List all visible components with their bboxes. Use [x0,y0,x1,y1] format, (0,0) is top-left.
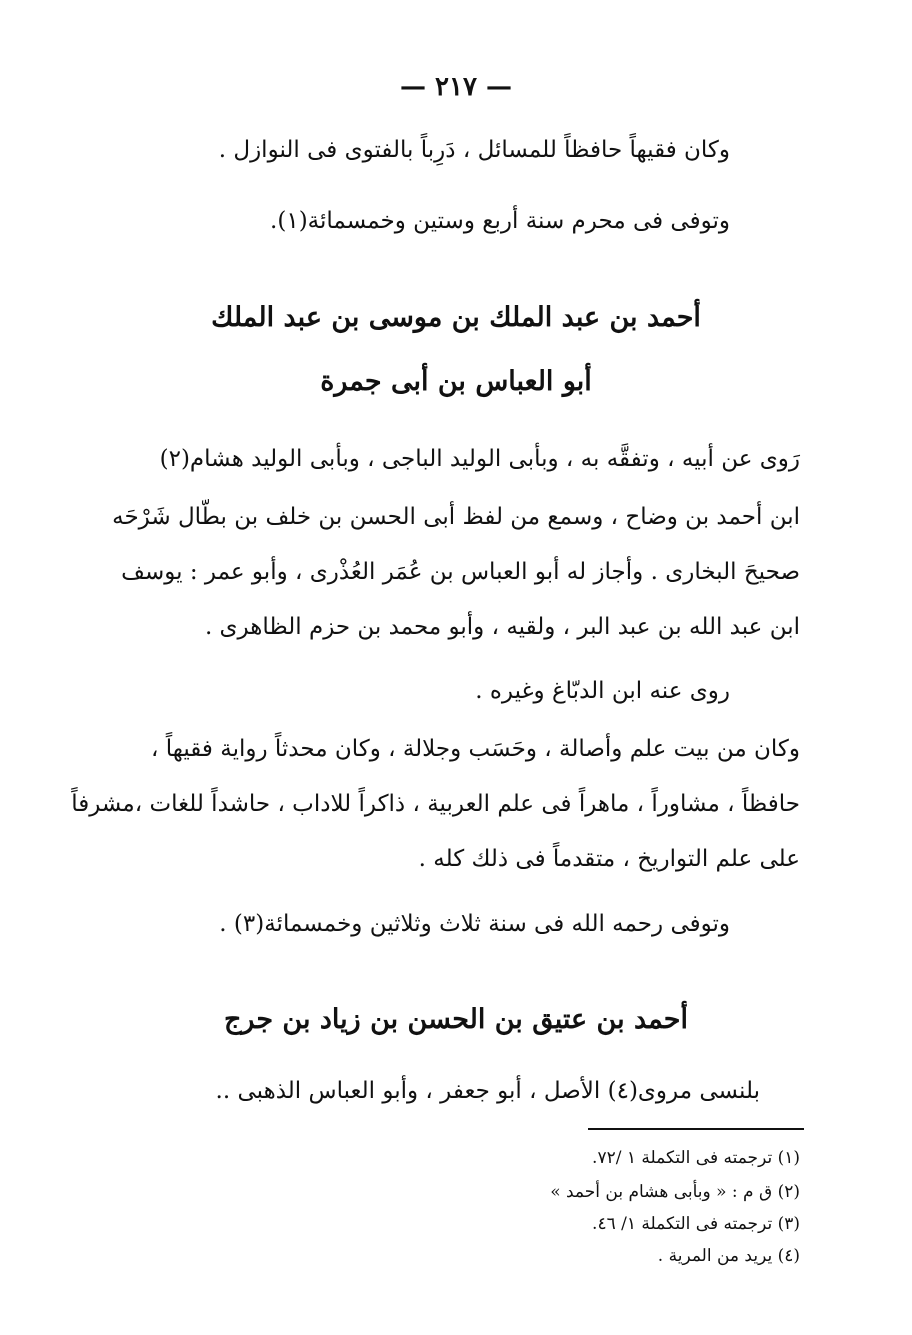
entry-2-line-1: بلنسى مروى(٤) الأصل ، أبو جعفر ، وأبو العباس الذهبى .. [215,1078,760,1104]
footnote-3: (٣) ترجمته فى التكملة ١/ ٤٦. [592,1214,800,1234]
entry-1-para-3-line-2: حافظاً ، مشاوراً ، ماهراً فى علم العربية ، ذاكراً للاداب ، حاشداً للغات ،مشرفاً [71,791,800,817]
entry-1-para-1-line-2: ابن أحمد بن وضاح ، وسمع من لفظ أبى الحسن بن خلف بن بطّال شَرْحَه [112,504,800,530]
footnote-2: (٢) ق م : « وبأبى هشام بن أحمد » [550,1182,800,1202]
entry-1-para-1-line-1: رَوى عن أبيه ، وتفقَّه به ، وبأبى الوليد الباجى ، وبأبى الوليد هشام(٢) [159,446,800,472]
entry-tail-line-2: وتوفى فى محرم سنة أربع وستين وخمسمائة(١). [270,208,730,234]
footnote-1: (١) ترجمته فى التكملة ١ /٧٢. [592,1148,800,1168]
entry-tail-line-1: وكان فقيهاً حافظاً للمسائل ، دَرِباً بالفتوى فى النوازل . [218,137,730,163]
entry-1-para-2: روى عنه ابن الدبّاغ وغيره . [475,678,730,704]
entry-1-para-3-line-1: وكان من بيت علم وأصالة ، وحَسَب وجلالة ، وكان محدثاً رواية فقيهاً ، [151,736,800,762]
footnote-separator [588,1128,804,1130]
entry-1-para-1-line-4: ابن عبد الله بن عبد البر ، ولقيه ، وأبو محمد بن حزم الظاهرى . [204,614,800,640]
entry-1-para-4: وتوفى رحمه الله فى سنة ثلاث وثلاثين وخمسمائة(٣) . [219,911,730,937]
page-number: — ٢١٧ — [399,72,513,102]
entry-1-name: أحمد بن عبد الملك بن موسى بن عبد الملك [211,302,701,333]
footnote-4: (٤) يريد من المرية . [657,1246,800,1266]
entry-1-kunya: أبو العباس بن أبى جمرة [320,366,592,397]
entry-2-name: أحمد بن عتيق بن الحسن بن زياد بن جرج [224,1004,688,1035]
entry-1-para-3-line-3: على علم التواريخ ، متقدماً فى ذلك كله . [418,846,800,872]
entry-1-para-1-line-3: صحيحَ البخارى . وأجاز له أبو العباس بن عُمَر العُذْرى ، وأبو عمر : يوسف [121,559,800,585]
